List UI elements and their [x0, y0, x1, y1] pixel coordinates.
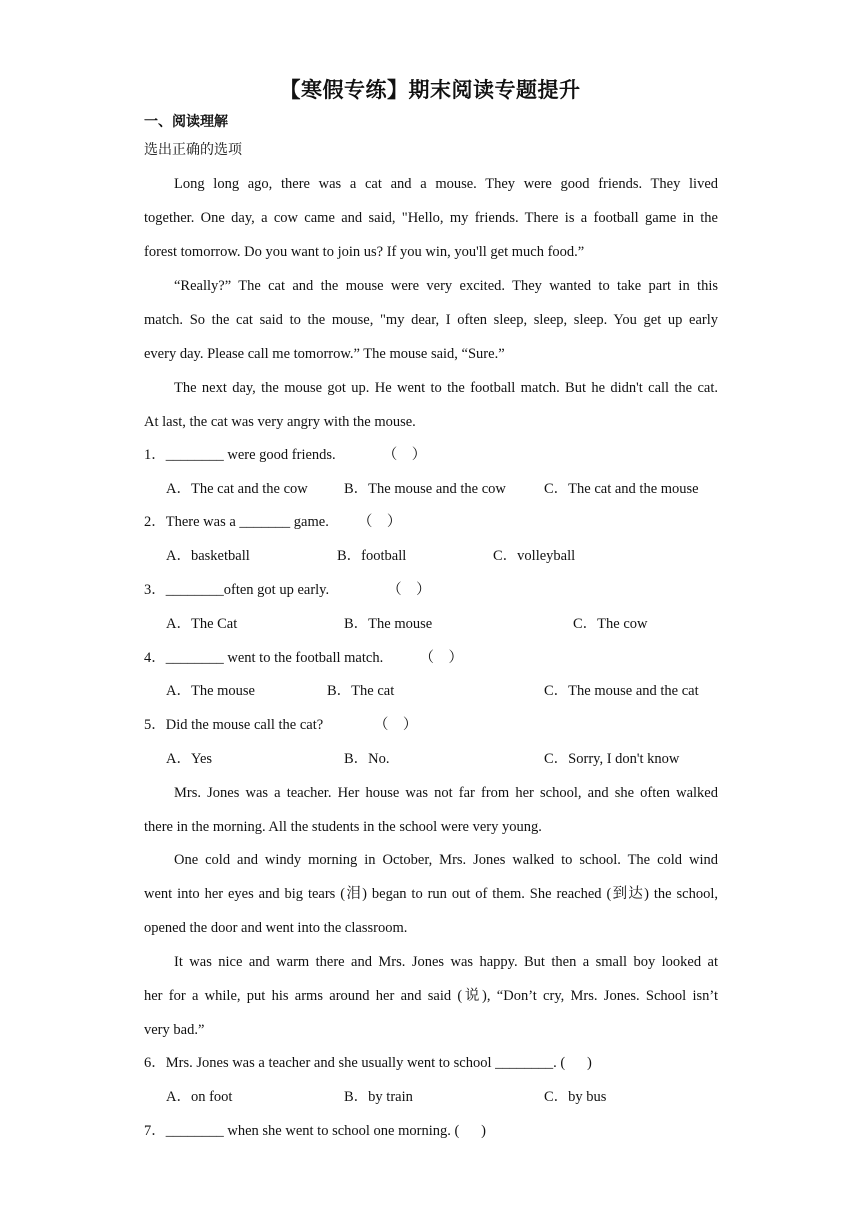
option-c: C．The mouse and the cat — [544, 683, 699, 699]
option-a: A．basketball — [166, 548, 250, 564]
passage1-line: At last, the cat was very angry with the mouse. — [144, 414, 416, 430]
question-stem: 2．There was a _______ game. （ ） — [144, 514, 402, 530]
passage1-line: match. So the cat said to the mouse, "my dear, I often sleep, sleep, sleep. You get up early — [144, 312, 718, 328]
passage1-line: together. One day, a cow came and said, "Hello, my friends. There is a football game in the — [144, 210, 718, 226]
passage1-line: every day. Please call me tomorrow.” The mouse said, “Sure.” — [144, 346, 505, 362]
question-stem: 7．________ when she went to school one morning. ( ) — [144, 1123, 486, 1139]
option-b: B．The mouse and the cow — [344, 481, 506, 497]
option-c: C．The cat and the mouse — [544, 481, 699, 497]
question-stem: 6．Mrs. Jones was a teacher and she usually went to school ________. ( ) — [144, 1055, 592, 1071]
passage2-line: One cold and windy morning in October, Mrs. Jones walked to school. The cold wind — [174, 852, 718, 868]
passage2-line: opened the door and went into the classroom. — [144, 920, 408, 936]
section-heading: 一、阅读理解 — [144, 114, 228, 130]
question-stem: 3．________often got up early. （ ） — [144, 582, 431, 598]
question-stem: 5．Did the mouse call the cat? （ ） — [144, 717, 418, 733]
option-b: B．by train — [344, 1089, 413, 1105]
option-a: A．The cat and the cow — [166, 481, 308, 497]
passage1-line: forest tomorrow. Do you want to join us? If you win, you'll get much food.” — [144, 244, 585, 260]
option-a: A．on foot — [166, 1089, 233, 1105]
passage2-line: went into her eyes and big tears (泪) began to run out of them. She reached (到达) the school, — [144, 886, 718, 902]
option-c: C．volleyball — [493, 548, 576, 564]
question-stem: 4．________ went to the football match. （ ） — [144, 650, 463, 666]
option-c: C．by bus — [544, 1089, 607, 1105]
passage1-line: Long long ago, there was a cat and a mouse. They were good friends. They lived — [174, 176, 718, 192]
passage1-line: “Really?” The cat and the mouse were very excited. They wanted to take part in this — [174, 278, 718, 294]
option-b: B．The mouse — [344, 616, 433, 632]
option-b: B．The cat — [327, 683, 395, 699]
option-a: A．Yes — [166, 751, 213, 767]
passage2-line: very bad.” — [144, 1022, 205, 1038]
option-b: B．football — [337, 548, 407, 564]
question-stem: 1．________ were good friends. （ ） — [144, 447, 427, 463]
option-c: C．Sorry, I don't know — [544, 751, 680, 767]
instruction-text: 选出正确的选项 — [144, 142, 242, 158]
passage2-line: there in the morning. All the students in the school were very young. — [144, 819, 542, 835]
option-a: A．The Cat — [166, 616, 238, 632]
passage1-line: The next day, the mouse got up. He went to the football match. But he didn't call the cat. — [174, 380, 718, 396]
page-title: 【寒假专练】期末阅读专题提升 — [279, 78, 581, 102]
option-b: B．No. — [344, 751, 390, 767]
passage2-line: her for a while, put his arms around her and said (说), “Don’t cry, Mrs. Jones. School isn’t — [144, 988, 718, 1004]
option-c: C．The cow — [573, 616, 648, 632]
passage2-line: It was nice and warm there and Mrs. Jones was happy. But then a small boy looked at — [174, 954, 718, 970]
option-a: A．The mouse — [166, 683, 255, 699]
passage2-line: Mrs. Jones was a teacher. Her house was not far from her school, and she often walked — [174, 785, 718, 801]
